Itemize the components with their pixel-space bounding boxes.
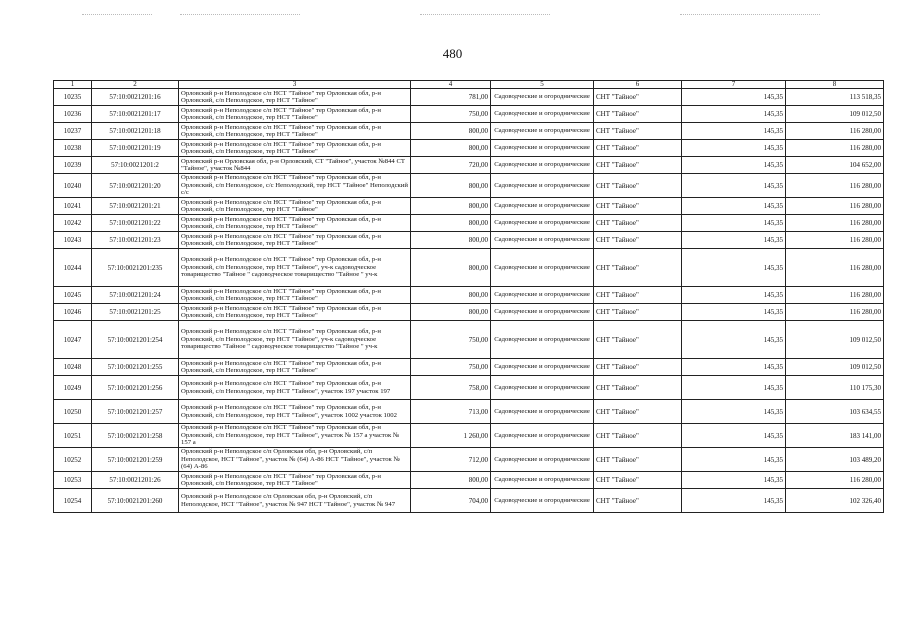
owner-cell: СНТ "Тайное" (594, 140, 682, 157)
cadastral-value-cell: 109 012,50 (786, 321, 884, 359)
cadastral-rate-cell: 145,35 (682, 287, 786, 304)
row-number-cell: 10251 (54, 424, 92, 448)
address-cell: Орловский р-н Неполодское с/п НСТ "Тайное" тер Орловская обл, р-н Орловский, с/п Неполодское, тер НСТ "Тайное" (179, 472, 411, 489)
cadastral-value-cell: 116 280,00 (786, 472, 884, 489)
cadastral-rate-cell: 145,35 (682, 140, 786, 157)
row-number-cell: 10249 (54, 376, 92, 400)
row-number-cell: 10253 (54, 472, 92, 489)
table-row (54, 106, 884, 123)
owner-cell: СНТ "Тайное" (594, 489, 682, 513)
land-category-cell: Садоводческие и огороднические (491, 198, 594, 215)
area-cell: 800,00 (411, 249, 491, 287)
column-header: 5 (491, 81, 594, 89)
table-row (54, 174, 884, 198)
address-cell: Орловский р-н Неполодское с/п НСТ "Тайное" тер Орловская обл, р-н Орловский, с/п Неполодское, тер НСТ "Тайное", уч-к садоводческое товарищество "Тайное " садоводческое товарищество "Тайное " уч-к (179, 321, 411, 359)
row-number-cell: 10243 (54, 232, 92, 249)
row-number-cell: 10244 (54, 249, 92, 287)
land-category-cell: Садоводческие и огороднические (491, 215, 594, 232)
cadastral-rate-cell: 145,35 (682, 304, 786, 321)
cadastral-rate-cell: 145,35 (682, 106, 786, 123)
owner-cell: СНТ "Тайное" (594, 424, 682, 448)
cadastral-value-cell: 116 280,00 (786, 198, 884, 215)
owner-cell: СНТ "Тайное" (594, 376, 682, 400)
row-number-cell: 10247 (54, 321, 92, 359)
area-cell: 758,00 (411, 376, 491, 400)
address-cell: Орловский р-н Неполодское с/п НСТ "Тайное" тер Орловская обл, р-н Орловский, с/п Неполодское, тер НСТ "Тайное", участок № 157 а участок № 157 а (179, 424, 411, 448)
address-cell: Орловский р-н Неполодское с/п НСТ "Тайное" тер Орловская обл, р-н Орловский, с/п Неполодское, тер НСТ "Тайное", уч-к садоводческое товарищество "Тайное " садоводческое товарищество "Тайное " уч-к (179, 249, 411, 287)
table-row (54, 215, 884, 232)
area-cell: 800,00 (411, 123, 491, 140)
cadastral-rate-cell: 145,35 (682, 472, 786, 489)
cadastral-value-cell: 116 280,00 (786, 249, 884, 287)
cadastral-rate-cell: 145,35 (682, 321, 786, 359)
row-number-cell: 10238 (54, 140, 92, 157)
cadastral-value-cell: 116 280,00 (786, 215, 884, 232)
column-header: 4 (411, 81, 491, 89)
table-row (54, 89, 884, 106)
cadastral-number-cell: 57:10:0021201:21 (92, 198, 179, 215)
cadastral-number-cell: 57:10:0021201:26 (92, 472, 179, 489)
row-number-cell: 10237 (54, 123, 92, 140)
owner-cell: СНТ "Тайное" (594, 321, 682, 359)
land-category-cell: Садоводческие и огороднические (491, 140, 594, 157)
area-cell: 800,00 (411, 472, 491, 489)
cadastral-rate-cell: 145,35 (682, 400, 786, 424)
area-cell: 750,00 (411, 106, 491, 123)
table-row (54, 287, 884, 304)
address-cell: Орловский р-н Неполодское с/п НСТ "Тайное" тер Орловская обл, р-н Орловский, с/п Неполодское, тер НСТ "Тайное" (179, 232, 411, 249)
land-category-cell: Садоводческие и огороднические (491, 304, 594, 321)
cadastral-rate-cell: 145,35 (682, 232, 786, 249)
address-cell: Орловский р-н Орловская обл, р-н Орловский, СТ "Тайное", участок №844 СТ "Тайное", участок №844 (179, 157, 411, 174)
owner-cell: СНТ "Тайное" (594, 174, 682, 198)
area-cell: 800,00 (411, 215, 491, 232)
cadastral-number-cell: 57:10:0021201:22 (92, 215, 179, 232)
land-category-cell: Садоводческие и огороднические (491, 321, 594, 359)
land-category-cell: Садоводческие и огороднические (491, 89, 594, 106)
address-cell: Орловский р-н Неполодское с/п НСТ "Тайное" тер Орловская обл, р-н Орловский, с/п Неполодское, тер НСТ "Тайное" (179, 215, 411, 232)
owner-cell: СНТ "Тайное" (594, 359, 682, 376)
address-cell: Орловский р-н Неполодское с/п НСТ "Тайное" тер Орловская обл, р-н Орловский, с/п Неполодское, тер НСТ "Тайное" (179, 287, 411, 304)
area-cell: 800,00 (411, 232, 491, 249)
cadastral-rate-cell: 145,35 (682, 123, 786, 140)
area-cell: 800,00 (411, 140, 491, 157)
owner-cell: СНТ "Тайное" (594, 287, 682, 304)
cadastral-value-cell: 116 280,00 (786, 304, 884, 321)
cadastral-rate-cell: 145,35 (682, 424, 786, 448)
area-cell: 781,00 (411, 89, 491, 106)
cadastral-number-cell: 57:10:0021201:259 (92, 448, 179, 472)
cadastral-rate-cell: 145,35 (682, 249, 786, 287)
row-number-cell: 10250 (54, 400, 92, 424)
cadastral-value-cell: 103 634,55 (786, 400, 884, 424)
column-header: 6 (594, 81, 682, 89)
table-row (54, 400, 884, 424)
area-cell: 713,00 (411, 400, 491, 424)
area-cell: 750,00 (411, 321, 491, 359)
cadastral-value-cell: 116 280,00 (786, 123, 884, 140)
cadastral-number-cell: 57:10:0021201:235 (92, 249, 179, 287)
cadastral-rate-cell: 145,35 (682, 376, 786, 400)
address-cell: Орловский р-н Неполодское с/п НСТ "Тайное" тер Орловская обл, р-н Орловский, с/п Неполодское, тер НСТ "Тайное" (179, 89, 411, 106)
area-cell: 712,00 (411, 448, 491, 472)
cadastral-value-cell: 109 012,50 (786, 106, 884, 123)
cadastral-rate-cell: 145,35 (682, 359, 786, 376)
owner-cell: СНТ "Тайное" (594, 123, 682, 140)
row-number-cell: 10235 (54, 89, 92, 106)
cadastral-rate-cell: 145,35 (682, 89, 786, 106)
area-cell: 800,00 (411, 287, 491, 304)
table-row (54, 232, 884, 249)
address-cell: Орловский р-н Неполодское с/п Орловская обл, р-н Орловский, с/п Неполодское, НСТ "Тайное", участок № (64) А-86 НСТ "Тайное", участок № (64) А-86 (179, 448, 411, 472)
address-cell: Орловский р-н Неполодское с/п НСТ "Тайное" тер Орловская обл, р-н Орловский, с/п Неполодское, тер НСТ "Тайное" (179, 106, 411, 123)
cadastral-value-cell: 109 012,50 (786, 359, 884, 376)
owner-cell: СНТ "Тайное" (594, 448, 682, 472)
owner-cell: СНТ "Тайное" (594, 106, 682, 123)
scan-artifact (420, 14, 550, 17)
land-category-cell: Садоводческие и огороднические (491, 287, 594, 304)
table-row (54, 123, 884, 140)
address-cell: Орловский р-н Неполодское с/п НСТ "Тайное" тер Орловская обл, р-н Орловский, с/п Неполодское, тер НСТ "Тайное" (179, 198, 411, 215)
land-category-cell: Садоводческие и огороднические (491, 123, 594, 140)
table-row (54, 304, 884, 321)
cadastral-value-cell: 116 280,00 (786, 232, 884, 249)
row-number-cell: 10254 (54, 489, 92, 513)
table-body (54, 89, 884, 513)
address-cell: Орловский р-н Неполодское с/п НСТ "Тайное" тер Орловская обл, р-н Орловский, с/п Неполодское, тер НСТ "Тайное", участок 197 участок 197 (179, 376, 411, 400)
owner-cell: СНТ "Тайное" (594, 89, 682, 106)
cadastral-number-cell: 57:10:0021201:18 (92, 123, 179, 140)
land-category-cell: Садоводческие и огороднические (491, 249, 594, 287)
area-cell: 800,00 (411, 304, 491, 321)
cadastral-rate-cell: 145,35 (682, 157, 786, 174)
table-row (54, 359, 884, 376)
cadastral-value-cell: 103 489,20 (786, 448, 884, 472)
land-category-cell: Садоводческие и огороднические (491, 448, 594, 472)
row-number-cell: 10246 (54, 304, 92, 321)
area-cell: 720,00 (411, 157, 491, 174)
cadastral-value-cell: 110 175,30 (786, 376, 884, 400)
cadastral-number-cell: 57:10:0021201:260 (92, 489, 179, 513)
cadastral-number-cell: 57:10:0021201:254 (92, 321, 179, 359)
cadastral-number-cell: 57:10:0021201:256 (92, 376, 179, 400)
table-row (54, 472, 884, 489)
cadastral-number-cell: 57:10:0021201:257 (92, 400, 179, 424)
table-row (54, 198, 884, 215)
cadastral-value-cell: 116 280,00 (786, 140, 884, 157)
land-category-cell: Садоводческие и огороднические (491, 359, 594, 376)
address-cell: Орловский р-н Неполодское с/п НСТ "Тайное" тер Орловская обл, р-н Орловский, с/п Неполодское, тер НСТ "Тайное" (179, 140, 411, 157)
cadastral-number-cell: 57:10:0021201:23 (92, 232, 179, 249)
owner-cell: СНТ "Тайное" (594, 215, 682, 232)
land-category-cell: Садоводческие и огороднические (491, 376, 594, 400)
cadastral-rate-cell: 145,35 (682, 198, 786, 215)
address-cell: Орловский р-н Неполодское с/п НСТ "Тайное" тер Орловская обл, р-н Орловский, с/п Неполодское, с/с Неполодский, тер НСТ "Тайное" Неполодский с/с (179, 174, 411, 198)
address-cell: Орловский р-н Неполодское с/п НСТ "Тайное" тер Орловская обл, р-н Орловский, с/п Неполодское, тер НСТ "Тайное" (179, 304, 411, 321)
table-row (54, 424, 884, 448)
owner-cell: СНТ "Тайное" (594, 249, 682, 287)
row-number-cell: 10241 (54, 198, 92, 215)
row-number-cell: 10242 (54, 215, 92, 232)
area-cell: 800,00 (411, 174, 491, 198)
owner-cell: СНТ "Тайное" (594, 400, 682, 424)
address-cell: Орловский р-н Неполодское с/п НСТ "Тайное" тер Орловская обл, р-н Орловский, с/п Неполодское, тер НСТ "Тайное" (179, 123, 411, 140)
table-row (54, 448, 884, 472)
cadastral-number-cell: 57:10:0021201:258 (92, 424, 179, 448)
scan-artifact (180, 14, 300, 17)
cadastral-number-cell: 57:10:0021201:16 (92, 89, 179, 106)
area-cell: 800,00 (411, 198, 491, 215)
cadastral-number-cell: 57:10:0021201:25 (92, 304, 179, 321)
table-row (54, 489, 884, 513)
table-row (54, 249, 884, 287)
cadastral-number-cell: 57:10:0021201:19 (92, 140, 179, 157)
cadastral-number-cell: 57:10:0021201:17 (92, 106, 179, 123)
land-category-cell: Садоводческие и огороднические (491, 424, 594, 448)
address-cell: Орловский р-н Неполодское с/п НСТ "Тайное" тер Орловская обл, р-н Орловский, с/п Неполодское, тер НСТ "Тайное" (179, 359, 411, 376)
land-category-cell: Садоводческие и огороднические (491, 232, 594, 249)
land-category-cell: Садоводческие и огороднические (491, 489, 594, 513)
owner-cell: СНТ "Тайное" (594, 198, 682, 215)
cadastral-number-cell: 57:10:0021201:24 (92, 287, 179, 304)
row-number-cell: 10236 (54, 106, 92, 123)
land-plot-table (53, 80, 884, 513)
owner-cell: СНТ "Тайное" (594, 232, 682, 249)
owner-cell: СНТ "Тайное" (594, 472, 682, 489)
area-cell: 704,00 (411, 489, 491, 513)
table-row (54, 140, 884, 157)
cadastral-value-cell: 104 652,00 (786, 157, 884, 174)
land-category-cell: Садоводческие и огороднические (491, 400, 594, 424)
cadastral-value-cell: 116 280,00 (786, 174, 884, 198)
column-header: 2 (92, 81, 179, 89)
address-cell: Орловский р-н Неполодское с/п НСТ "Тайное" тер Орловская обл, р-н Орловский, с/п Неполодское, тер НСТ "Тайное", участок 1002 участок 1002 (179, 400, 411, 424)
cadastral-number-cell: 57:10:0021201:2 (92, 157, 179, 174)
scan-artifact (82, 14, 152, 17)
row-number-cell: 10252 (54, 448, 92, 472)
row-number-cell: 10240 (54, 174, 92, 198)
page-number: 480 (442, 46, 463, 61)
column-header: 3 (179, 81, 411, 89)
land-category-cell: Садоводческие и огороднические (491, 472, 594, 489)
cadastral-value-cell: 113 518,35 (786, 89, 884, 106)
owner-cell: СНТ "Тайное" (594, 157, 682, 174)
scan-artifact (680, 14, 820, 17)
cadastral-rate-cell: 145,35 (682, 448, 786, 472)
area-cell: 1 260,00 (411, 424, 491, 448)
cadastral-value-cell: 116 280,00 (786, 287, 884, 304)
cadastral-number-cell: 57:10:0021201:20 (92, 174, 179, 198)
cadastral-value-cell: 183 141,00 (786, 424, 884, 448)
column-header: 8 (786, 81, 884, 89)
row-number-cell: 10248 (54, 359, 92, 376)
row-number-cell: 10245 (54, 287, 92, 304)
table-header-row (54, 81, 884, 89)
cadastral-rate-cell: 145,35 (682, 174, 786, 198)
table-row (54, 376, 884, 400)
cadastral-number-cell: 57:10:0021201:255 (92, 359, 179, 376)
row-number-cell: 10239 (54, 157, 92, 174)
land-category-cell: Садоводческие и огороднические (491, 106, 594, 123)
table-row (54, 321, 884, 359)
column-header: 7 (682, 81, 786, 89)
cadastral-rate-cell: 145,35 (682, 489, 786, 513)
table-row (54, 157, 884, 174)
land-category-cell: Садоводческие и огороднические (491, 157, 594, 174)
cadastral-rate-cell: 145,35 (682, 215, 786, 232)
land-category-cell: Садоводческие и огороднические (491, 174, 594, 198)
area-cell: 750,00 (411, 359, 491, 376)
cadastral-value-cell: 102 326,40 (786, 489, 884, 513)
owner-cell: СНТ "Тайное" (594, 304, 682, 321)
address-cell: Орловский р-н Неполодское с/п Орловская обл, р-н Орловский, с/п Неполодское, НСТ "Тайное", участок № 947 НСТ "Тайное", участок № 947 (179, 489, 411, 513)
column-header: 1 (54, 81, 92, 89)
